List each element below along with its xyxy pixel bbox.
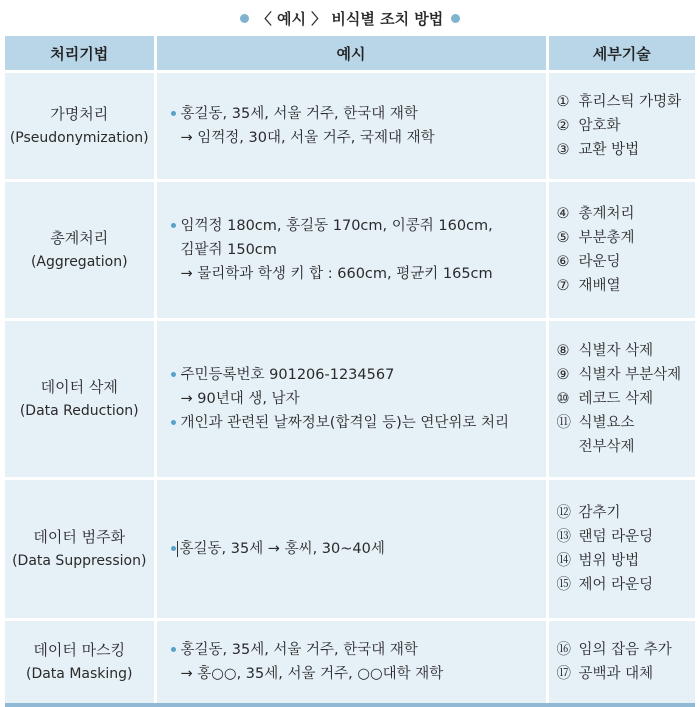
technique-item	[557, 226, 696, 250]
technique-number: ⑩	[556, 391, 570, 407]
technique-label: 식별자 삭제	[578, 343, 654, 359]
method-english-name: (Aggregation)	[30, 254, 128, 270]
method-cell	[5, 620, 155, 706]
technique-label: 재배열	[578, 278, 621, 294]
table-row	[5, 320, 695, 479]
technique-label: 식별요소	[578, 415, 635, 431]
technique-number: ⑫	[556, 505, 571, 521]
technique-cell	[547, 479, 695, 620]
table-title	[0, 0, 700, 36]
example-result-line: → 물리학과 학생 키 합 : 660cm, 평균키 165cm	[180, 266, 493, 282]
example-continuation-line: 김팥쥐 150cm	[180, 242, 277, 258]
technique-number: ⑬	[556, 529, 571, 545]
technique-cell	[547, 320, 695, 479]
example-cell	[155, 181, 547, 320]
technique-item	[557, 662, 696, 686]
title-text: 〈 예시 〉 비식별 조치 방법	[256, 9, 444, 28]
table-row	[5, 72, 695, 181]
technique-number: ②	[556, 118, 570, 134]
technique-item	[557, 138, 696, 162]
technique-number: ⑪	[556, 415, 571, 431]
technique-label: 제어 라운딩	[578, 577, 654, 593]
example-result-line: → 홍○○, 35세, 서울 거주, ○○대학 재학	[180, 666, 444, 682]
technique-number: ⑮	[556, 577, 571, 593]
technique-item	[557, 274, 696, 298]
bullet-dot-icon	[240, 14, 249, 23]
header-row	[5, 36, 695, 72]
example-result-line: → 임꺽정, 30대, 서울 거주, 국제대 재학	[180, 130, 435, 146]
method-name: 데이터 마스킹	[33, 641, 126, 659]
technique-item	[557, 202, 696, 226]
method-english-name: (Pseudonymization)	[9, 130, 149, 146]
technique-number: ⑥	[556, 254, 570, 270]
technique-label: 라운딩	[578, 254, 621, 270]
method-name: 데이터 삭제	[40, 378, 118, 396]
example-cell	[155, 620, 547, 706]
technique-number: ⑨	[556, 367, 570, 383]
method-name: 데이터 범주화	[33, 528, 126, 546]
technique-item	[557, 573, 696, 597]
technique-number: ⑤	[556, 230, 570, 246]
technique-cell	[547, 72, 695, 181]
technique-label: 임의 잡음 추가	[578, 642, 672, 658]
technique-number: ⑰	[556, 666, 571, 682]
example-bullet-line: 홍길동, 35세, 서울 거주, 한국대 재학	[171, 102, 540, 126]
header-example: 예시	[155, 36, 547, 72]
technique-item	[557, 339, 696, 363]
technique-number: ⑧	[556, 343, 570, 359]
method-cell	[5, 72, 155, 181]
technique-item	[557, 114, 696, 138]
technique-number: ③	[556, 142, 570, 158]
header-method: 처리기법	[5, 36, 155, 72]
technique-label: 공백과 대체	[578, 666, 654, 682]
technique-label: 랜덤 라운딩	[578, 529, 654, 545]
bullet-dot-icon	[451, 14, 460, 23]
technique-cell	[547, 620, 695, 706]
technique-label: 암호화	[578, 118, 621, 134]
method-name: 총계처리	[50, 229, 109, 247]
technique-item	[557, 411, 696, 435]
technique-number: ⑭	[556, 553, 571, 569]
technique-item	[557, 363, 696, 387]
header-technique: 세부기술	[547, 36, 695, 72]
example-bullet-line: 주민등록번호 901206-1234567	[171, 363, 540, 387]
table-row	[5, 181, 695, 320]
technique-label: 휴리스틱 가명화	[578, 94, 682, 110]
technique-item	[557, 90, 696, 114]
example-bullet-line: 개인과 관련된 날짜정보(합격일 등)는 연단위로 처리	[171, 411, 540, 435]
technique-number: ①	[556, 94, 570, 110]
technique-item	[557, 501, 696, 525]
technique-cell	[547, 181, 695, 320]
example-bullet-line	[171, 537, 540, 561]
technique-label: 총계처리	[578, 206, 635, 222]
technique-item	[557, 549, 696, 573]
method-english-name: (Data Masking)	[25, 666, 133, 682]
example-bullet-line: 홍길동, 35세, 서울 거주, 한국대 재학	[171, 638, 540, 662]
method-cell	[5, 479, 155, 620]
table-row	[5, 620, 695, 706]
method-english-name: (Data Reduction)	[19, 403, 139, 419]
example-text: 홍길동, 35세 → 홍씨, 30~40세	[179, 541, 385, 557]
method-name: 가명처리	[50, 105, 109, 123]
example-bullet-line: 임꺽정 180cm, 홍길동 170cm, 이콩쥐 160cm,	[171, 214, 540, 238]
text-cursor-icon	[177, 541, 178, 557]
technique-number: ④	[556, 206, 570, 222]
method-english-name: (Data Suppression)	[12, 553, 147, 569]
technique-label: 부분총계	[578, 230, 635, 246]
technique-label: 식별자 부분삭제	[578, 367, 682, 383]
example-cell	[155, 72, 547, 181]
technique-item	[557, 638, 696, 662]
technique-item	[557, 387, 696, 411]
example-cell	[155, 320, 547, 479]
example-cell	[155, 479, 547, 620]
method-cell	[5, 320, 155, 479]
example-result-line: → 90년대 생, 남자	[180, 391, 300, 407]
technique-number: ⑦	[556, 278, 570, 294]
method-cell	[5, 181, 155, 320]
technique-label: 레코드 삭제	[578, 391, 654, 407]
technique-label: 범위 방법	[578, 553, 640, 569]
table-row	[5, 479, 695, 620]
technique-label: 감추기	[578, 505, 621, 521]
deidentification-table	[5, 36, 695, 707]
technique-label-continuation: 전부삭제	[578, 439, 635, 455]
technique-label: 교환 방법	[578, 142, 640, 158]
technique-item	[557, 525, 696, 549]
technique-item	[557, 250, 696, 274]
technique-number: ⑯	[556, 642, 571, 658]
